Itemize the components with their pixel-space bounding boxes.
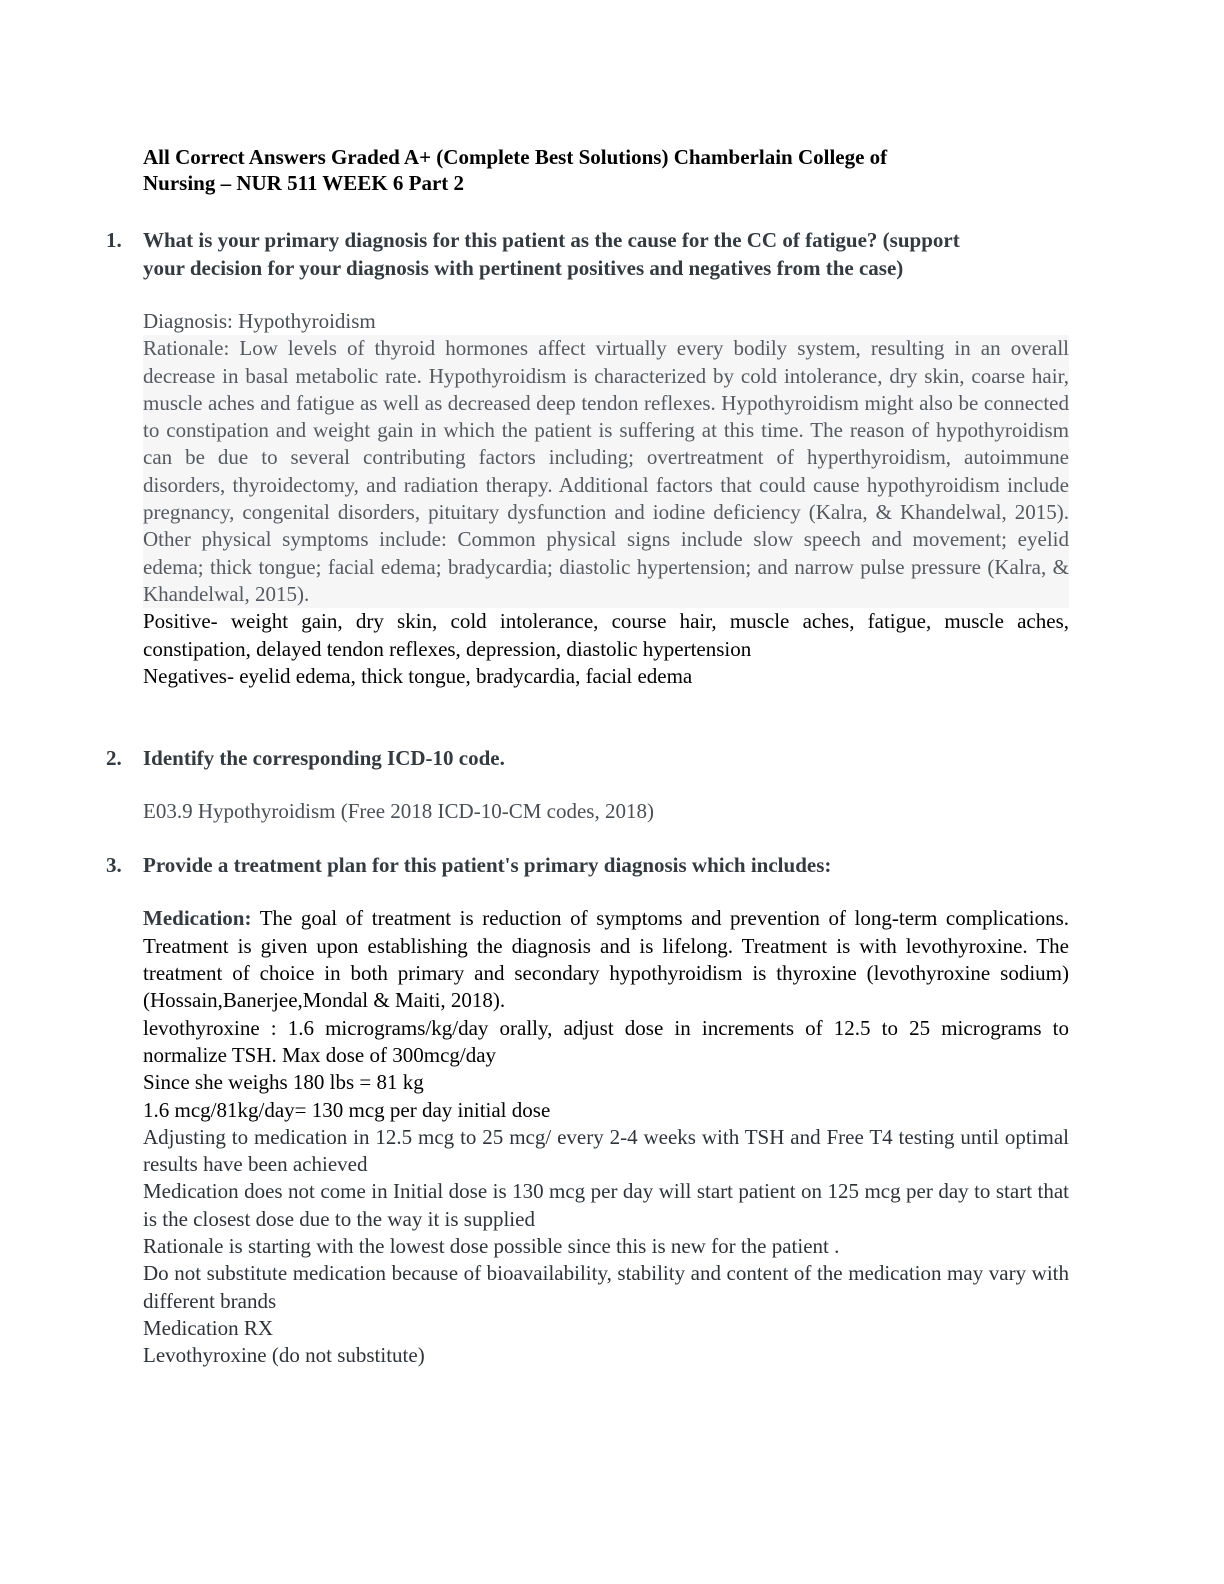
adjustment-line: Adjusting to medication in 12.5 mcg to 25 mcg/ every 2-4 weeks with TSH and Free T4 testing until optimal results have been achieved [143,1124,1069,1177]
document-title [143,144,1069,196]
question-1 [106,226,1069,282]
question-2-text: Identify the corresponding ICD-10 code. [143,746,505,771]
calculation-line: 1.6 mcg/81kg/day= 130 mcg per day initial dose [143,1097,551,1122]
question-3 [106,851,1069,879]
title-line-1: All Correct Answers Graded A+ (Complete Best Solutions) Chamberlain College of [143,145,888,169]
icd10-answer: E03.9 Hypothyroidism (Free 2018 ICD-10-CM codes, 2018) [143,799,654,824]
weight-line: Since she weighs 180 lbs = 81 kg [143,1070,424,1095]
question-2 [106,744,1069,772]
medication-paragraph [143,905,1069,1014]
document-content [106,144,1069,1370]
medication-text: The goal of treatment is reduction of symptoms and prevention of long-term complications. Treatment is given upon establishing the diagnosis and is lifelong. Treatment is with levothyroxine. The treatment of choice in both primary and secondary hypothyroidism is thyroxine (levothyroxine sodium) (Hossain,Banerjee,Mondal & Maiti, 2018). [143,906,1069,1013]
question-1-text-line-1: What is your primary diagnosis for this patient as the cause for the CC of fatigue? (support [143,228,960,252]
dose-line: levothyroxine : 1.6 micrograms/kg/day orally, adjust dose in increments of 12.5 to 25 micrograms to normalize TSH. Max dose of 300mcg/day [143,1015,1069,1067]
question-1-text-line-2: your decision for your diagnosis with pertinent positives and negatives from the case) [143,256,904,280]
question-3-text: Provide a treatment plan for this patient's primary diagnosis which includes: [143,853,832,878]
rx-label: Medication RX [143,1315,274,1340]
question-3-number: 3. [106,853,122,878]
medication-label: Medication: [143,906,252,931]
diagnosis-text: Diagnosis: Hypothyroidism [143,309,376,333]
question-1-number: 1. [106,228,122,252]
substitute-line: Do not substitute medication because of bioavailability, stability and content of the medication may vary with different brands [143,1261,1069,1313]
title-line-2: Nursing – NUR 511 WEEK 6 Part 2 [143,171,465,195]
question-2-number: 2. [106,746,122,771]
supply-line: Medication does not come in Initial dose is 130 mcg per day will start patient on 125 mcg per day to start that is the closest dose due to the way it is supplied [143,1179,1069,1231]
negatives-paragraph: Negatives- eyelid edema, thick tongue, bradycardia, facial edema [143,663,693,688]
rx-item: Levothyroxine (do not substitute) [143,1343,425,1368]
rationale-line: Rationale is starting with the lowest dose possible since this is new for the patient . [143,1234,840,1259]
positives-paragraph: Positive- weight gain, dry skin, cold intolerance, course hair, muscle aches, fatigue, muscle aches, constipation, delayed tendon reflexes, depression, diastolic hypertension [143,609,1069,661]
rationale-paragraph: Rationale: Low levels of thyroid hormones affect virtually every bodily system, resulting in an overall decrease in basal metabolic rate. Hypothyroidism is characterized by cold intolerance, dry skin, coarse hair, muscle aches and fatigue as well as decreased deep tendon reflexes. Hypothyroidism might also be connected to constipation and weight gain in which the patient is suffering at this time. The reason of hypothyroidism can be due to several contributing factors including; overtreatment of hyperthyroidism, autoimmune disorders, thyroidectomy, and radiation therapy. Additional factors that could cause hypothyroidism include pregnancy, congenital disorders, pituitary dysfunction and iodine deficiency (Kalra, & Khandelwal, 2015). Other physical symptoms include: Common physical signs include slow speech and movement; eyelid edema; thick tongue; facial edema; bradycardia; diastolic hypertension; and narrow pulse pressure (Kalra, & Khandelwal, 2015). [143,335,1069,608]
